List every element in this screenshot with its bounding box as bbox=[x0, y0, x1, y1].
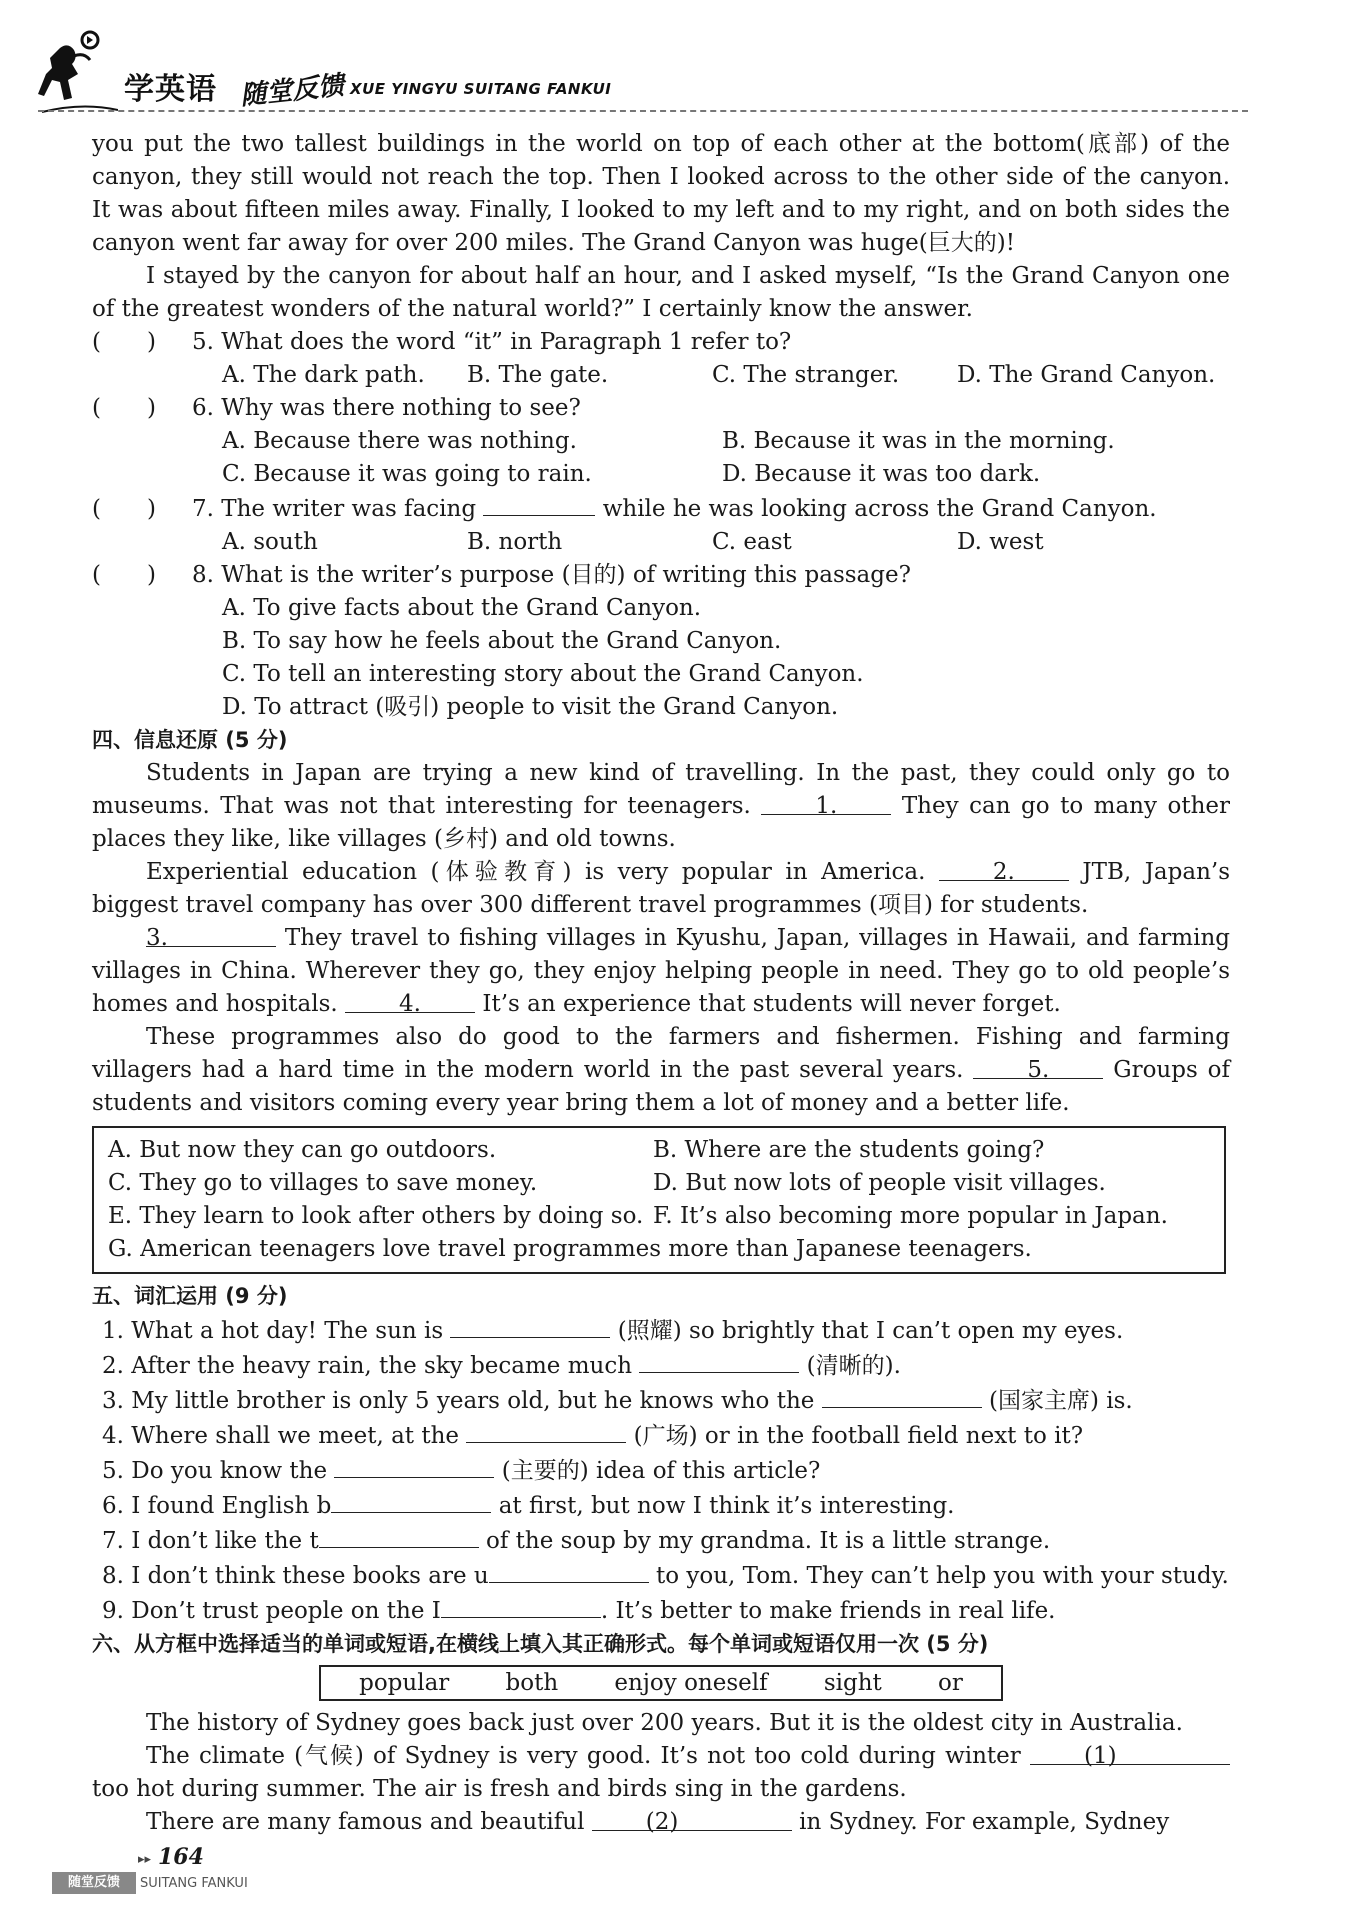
option-a: A. Because there was nothing. bbox=[222, 428, 577, 454]
section-4-paragraph-2 bbox=[92, 856, 1230, 922]
page-number: 164 bbox=[158, 1844, 204, 1870]
text: (清晰的). bbox=[806, 1353, 901, 1379]
vocab-item-2 bbox=[102, 1348, 1230, 1383]
text: 7. I don’t like the t bbox=[102, 1528, 319, 1554]
text: There are many famous and beautiful bbox=[146, 1809, 585, 1835]
option-a: A. The dark path. bbox=[222, 362, 425, 388]
header-title-cn: 学英语 bbox=[124, 72, 217, 107]
question-7 bbox=[92, 491, 1230, 526]
question-text: What does the word “it” in Paragraph 1 refer to? bbox=[221, 329, 792, 355]
answer-paren[interactable]: ( ) bbox=[92, 562, 156, 588]
passage-paragraph-2: I stayed by the canyon for about half an hour, and I asked myself, “Is the Grand Canyon one of the greatest wonders of the natural world?” I certainly know the answer. bbox=[92, 263, 1230, 322]
option-b: B. north bbox=[467, 529, 563, 555]
blank-2[interactable] bbox=[939, 856, 1069, 885]
page-footer bbox=[52, 1842, 452, 1902]
option-d: D. But now lots of people visit villages. bbox=[653, 1170, 1106, 1196]
option-b: B. To say how he feels about the Grand Canyon. bbox=[222, 628, 782, 654]
blank-3[interactable] bbox=[146, 922, 276, 951]
section-5-items bbox=[102, 1313, 1230, 1628]
answer-blank[interactable] bbox=[489, 1558, 649, 1583]
page-content bbox=[92, 128, 1230, 1839]
answer-blank[interactable] bbox=[319, 1523, 479, 1548]
section-4-options-box bbox=[92, 1126, 1226, 1274]
text: . It’s better to make friends in real life. bbox=[600, 1598, 1056, 1624]
answer-blank[interactable] bbox=[822, 1383, 982, 1408]
blank-1[interactable] bbox=[1030, 1740, 1230, 1769]
text: 8. I don’t think these books are u bbox=[102, 1563, 489, 1589]
text: Groups of students and visitors coming every year bring them a lot of money and a better life. bbox=[92, 1057, 1230, 1116]
question-8 bbox=[92, 559, 1230, 592]
page-header bbox=[28, 18, 1328, 116]
text: 1. What a hot day! The sun is bbox=[102, 1318, 444, 1344]
answer-blank[interactable] bbox=[639, 1348, 799, 1373]
runner-logo-icon bbox=[38, 26, 118, 114]
section-6-paragraph-2 bbox=[92, 1740, 1230, 1806]
answer-blank[interactable] bbox=[334, 1453, 494, 1478]
text: of the soup by my grandma. It is a little strange. bbox=[486, 1528, 1051, 1554]
question-text-after: while he was looking across the Grand Canyon. bbox=[602, 496, 1157, 522]
word-option: sight bbox=[823, 1669, 882, 1696]
option-a: A. To give facts about the Grand Canyon. bbox=[222, 595, 702, 621]
option-b: B. Where are the students going? bbox=[653, 1137, 1045, 1163]
question-number: 6. bbox=[192, 395, 214, 421]
text: They can go to many other places they like, like villages (乡村) and old towns. bbox=[92, 793, 1230, 852]
text: (照耀) so brightly that I can’t open my eyes. bbox=[617, 1318, 1124, 1344]
text: 2. After the heavy rain, the sky became much bbox=[102, 1353, 633, 1379]
blank-1[interactable] bbox=[761, 790, 891, 819]
blank-5[interactable] bbox=[973, 1054, 1103, 1083]
answer-paren[interactable]: ( ) bbox=[92, 496, 156, 522]
option-d: D. To attract (吸引) people to visit the Grand Canyon. bbox=[222, 694, 839, 720]
section-5-heading: 五、词汇运用 (9 分) bbox=[92, 1284, 288, 1308]
header-subtitle-cn: 随堂反馈 bbox=[238, 70, 346, 112]
question-text: What is the writer’s purpose (目的) of writing this passage? bbox=[221, 562, 911, 588]
answer-paren[interactable]: ( ) bbox=[92, 395, 156, 421]
section-6-word-box bbox=[319, 1665, 1003, 1701]
vocab-item-9 bbox=[102, 1593, 1230, 1628]
question-6-options bbox=[222, 425, 1230, 491]
footer-badge-en: SUITANG FANKUI bbox=[140, 1876, 248, 1891]
question-number: 5. bbox=[192, 329, 214, 355]
text: JTB, Japan’s biggest travel company has over 300 different travel programmes (项目) for students. bbox=[92, 859, 1230, 918]
word-option: popular bbox=[359, 1669, 450, 1696]
question-text: Why was there nothing to see? bbox=[221, 395, 581, 421]
word-option: or bbox=[938, 1669, 963, 1696]
text: (主要的) idea of this article? bbox=[501, 1458, 821, 1484]
option-c: C. To tell an interesting story about the Grand Canyon. bbox=[222, 661, 864, 687]
question-text-before: The writer was facing bbox=[221, 496, 477, 522]
text: in Sydney. For example, Sydney bbox=[799, 1809, 1170, 1835]
question-6 bbox=[92, 392, 1230, 425]
text: 9. Don’t trust people on the I bbox=[102, 1598, 441, 1624]
option-b: B. The gate. bbox=[467, 362, 609, 388]
vocab-item-1 bbox=[102, 1313, 1230, 1348]
blank-number: (2) bbox=[645, 1809, 679, 1835]
blank-number: 1. bbox=[815, 793, 838, 819]
text: The climate (气候) of Sydney is very good. It’s not too cold during winter bbox=[146, 1743, 1021, 1769]
question-8-options bbox=[222, 592, 1230, 724]
option-a: A. south bbox=[222, 529, 318, 555]
question-5-options bbox=[222, 359, 1230, 392]
header-title-en: XUE YINGYU SUITANG FANKUI bbox=[350, 80, 612, 98]
question-number: 8. bbox=[192, 562, 214, 588]
text: (国家主席) is. bbox=[989, 1388, 1133, 1414]
text: These programmes also do good to the farmers and fishermen. Fishing and farming villagers had a hard time in the modern world in the past several years. bbox=[92, 1024, 1230, 1083]
blank-number: 5. bbox=[1027, 1057, 1050, 1083]
answer-blank[interactable] bbox=[331, 1488, 491, 1513]
vocab-item-8 bbox=[102, 1558, 1230, 1593]
double-arrow-icon: ▸▸ bbox=[138, 1852, 152, 1867]
answer-blank[interactable] bbox=[466, 1418, 626, 1443]
text: They travel to fishing villages in Kyushu, Japan, villages in Hawaii, and farming villages in China. Wherever they go, they enjoy helping people in need. They go to old people’s homes and hospitals. bbox=[92, 925, 1230, 1017]
section-4-paragraph-1 bbox=[92, 757, 1230, 856]
text: 6. I found English b bbox=[102, 1493, 332, 1519]
option-c: C. The stranger. bbox=[712, 362, 900, 388]
option-g: G. American teenagers love travel programmes more than Japanese teenagers. bbox=[108, 1236, 1032, 1262]
text: 5. Do you know the bbox=[102, 1458, 328, 1484]
passage-paragraph-1: you put the two tallest buildings in the world on top of each other at the bottom(底部) of the canyon, they still would not reach the top. Then I looked across to the other side of the canyon. It was about fifteen miles away. Finally, I looked to my left and to my right, and on both sides the canyon went far away for over 200 miles. The Grand Canyon was huge(巨大的)! bbox=[92, 131, 1230, 256]
option-f: F. It’s also becoming more popular in Japan. bbox=[653, 1203, 1168, 1229]
section-4-paragraph-3 bbox=[92, 922, 1230, 1021]
option-c: C. They go to villages to save money. bbox=[108, 1170, 538, 1196]
section-6-heading: 六、从方框中选择适当的单词或短语,在横线上填入其正确形式。每个单词或短语仅用一次 (5 分) bbox=[92, 1632, 989, 1656]
word-option: enjoy oneself bbox=[614, 1669, 768, 1696]
vocab-item-3 bbox=[102, 1383, 1230, 1418]
vocab-item-6 bbox=[102, 1488, 1230, 1523]
answer-blank[interactable] bbox=[450, 1313, 610, 1338]
header-divider bbox=[38, 110, 1248, 112]
answer-blank[interactable] bbox=[441, 1593, 601, 1618]
text: too hot during summer. The air is fresh and birds sing in the gardens. bbox=[92, 1776, 907, 1802]
vocab-item-5 bbox=[102, 1453, 1230, 1488]
text: Experiential education (体验教育) is very popular in America. bbox=[146, 859, 926, 885]
question-7-options bbox=[222, 526, 1230, 559]
option-d: D. west bbox=[957, 529, 1044, 555]
option-c: C. east bbox=[712, 529, 792, 555]
answer-paren[interactable]: ( ) bbox=[92, 329, 156, 355]
text: Students in Japan are trying a new kind of travelling. In the past, they could only go to museums. That was not that interesting for teenagers. bbox=[92, 760, 1230, 819]
option-b: B. Because it was in the morning. bbox=[722, 428, 1115, 454]
blank-4[interactable] bbox=[345, 988, 475, 1017]
option-e: E. They learn to look after others by doing so. bbox=[108, 1203, 644, 1229]
blank-number: 2. bbox=[992, 859, 1015, 885]
question-number: 7. bbox=[192, 496, 214, 522]
blank-2[interactable] bbox=[592, 1806, 792, 1835]
text: 4. Where shall we meet, at the bbox=[102, 1423, 460, 1449]
section-6-paragraph-1: The history of Sydney goes back just over 200 years. But it is the oldest city in Australia. bbox=[146, 1710, 1183, 1736]
blank-number: 3. bbox=[146, 925, 168, 951]
vocab-item-7 bbox=[102, 1523, 1230, 1558]
footer-badge: 随堂反馈 bbox=[52, 1872, 136, 1894]
vocab-item-4 bbox=[102, 1418, 1230, 1453]
option-a: A. But now they can go outdoors. bbox=[108, 1137, 497, 1163]
word-option: both bbox=[505, 1669, 559, 1696]
text: It’s an experience that students will never forget. bbox=[482, 991, 1061, 1017]
text: to you, Tom. They can’t help you with your study. bbox=[656, 1563, 1229, 1589]
question-5 bbox=[92, 326, 1230, 359]
option-c: C. Because it was going to rain. bbox=[222, 461, 592, 487]
blank-number: (1) bbox=[1084, 1743, 1117, 1769]
answer-blank[interactable] bbox=[483, 491, 595, 516]
section-6-paragraph-3 bbox=[92, 1806, 1230, 1839]
section-4-heading: 四、信息还原 (5 分) bbox=[92, 728, 288, 752]
text: (广场) or in the football field next to it? bbox=[633, 1423, 1084, 1449]
blank-number: 4. bbox=[399, 991, 421, 1017]
text: 3. My little brother is only 5 years old, but he knows who the bbox=[102, 1388, 815, 1414]
option-d: D. The Grand Canyon. bbox=[957, 362, 1216, 388]
text: at first, but now I think it’s interesting. bbox=[498, 1493, 955, 1519]
option-d: D. Because it was too dark. bbox=[722, 461, 1041, 487]
section-4-paragraph-4 bbox=[92, 1021, 1230, 1120]
